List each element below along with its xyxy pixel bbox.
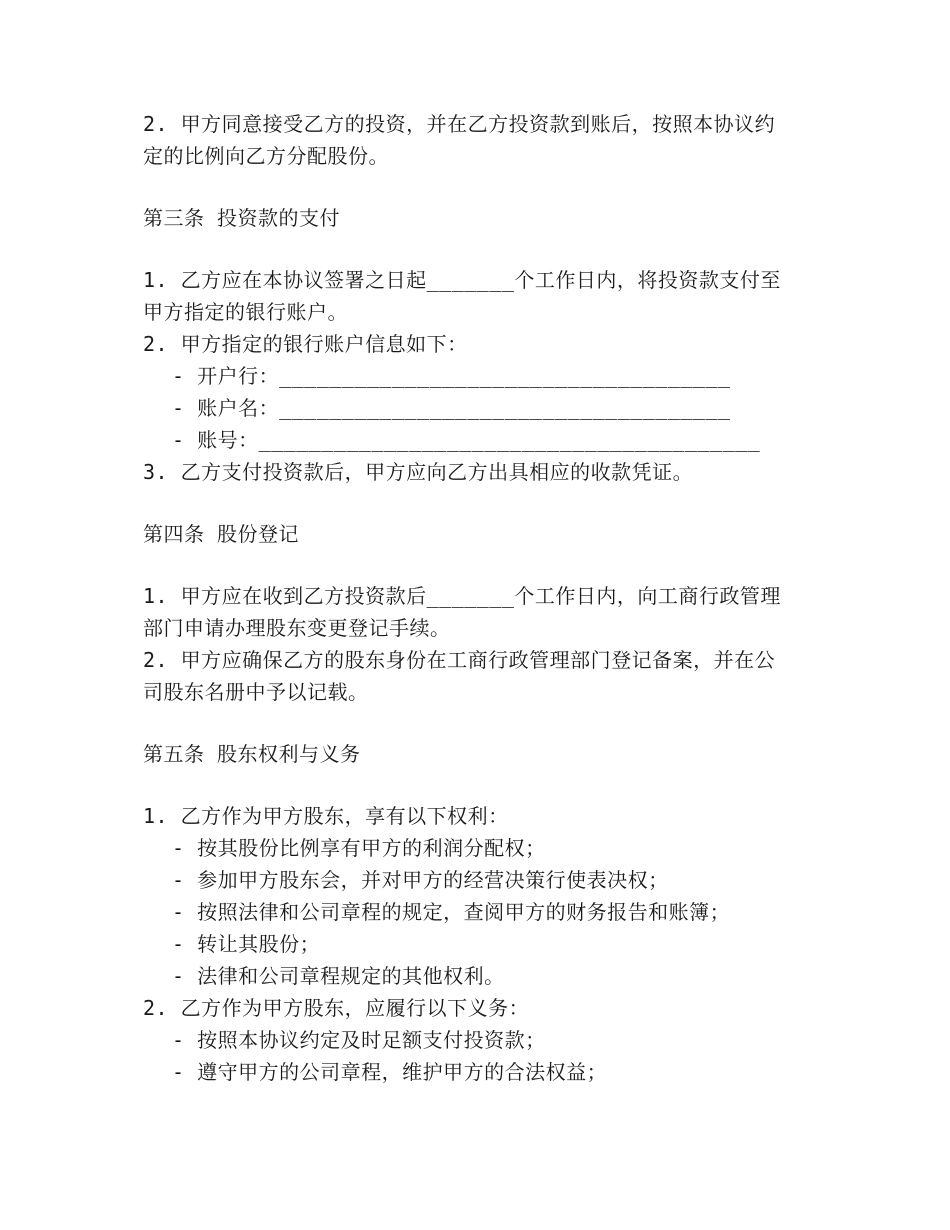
paragraph-line: 2. 甲方指定的银行账户信息如下： bbox=[143, 332, 468, 356]
paragraph-line: 司股东名册中予以记载。 bbox=[143, 680, 369, 704]
list-item-right: - 转让其股份； bbox=[172, 932, 321, 956]
list-item-right: - 按其股份比例享有甲方的利润分配权； bbox=[172, 836, 546, 860]
article-3-title: 第三条 投资款的支付 bbox=[143, 206, 341, 230]
bank-field-account-number: - 账号：________________________________________ bbox=[172, 428, 761, 452]
paragraph-line: 甲方指定的银行账户。 bbox=[143, 300, 348, 324]
paragraph-line: 2. 甲方应确保乙方的股东身份在工商行政管理部门登记备案，并在公 bbox=[143, 648, 776, 672]
article-5-title: 第五条 股东权利与义务 bbox=[143, 742, 361, 766]
paragraph-line: 3. 乙方支付投资款后，甲方应向乙方出具相应的收款凭证。 bbox=[143, 460, 694, 484]
paragraph-line: 1. 乙方应在本协议签署之日起_______个工作日内，将投资款支付至 bbox=[143, 268, 781, 292]
paragraph-line: 1. 甲方应在收到乙方投资款后_______个工作日内，向工商行政管理 bbox=[143, 584, 781, 608]
paragraph-line: 定的比例向乙方分配股份。 bbox=[143, 144, 389, 168]
article-4-title: 第四条 股份登记 bbox=[143, 522, 300, 546]
bank-field-opening-bank: - 开户行：____________________________________ bbox=[172, 364, 731, 388]
paragraph-line: 部门申请办理股东变更登记手续。 bbox=[143, 616, 451, 640]
list-item-right: - 法律和公司章程规定的其他权利。 bbox=[172, 964, 505, 988]
paragraph-line: 2. 甲方同意接受乙方的投资，并在乙方投资款到账后，按照本协议约 bbox=[143, 112, 776, 136]
document-body bbox=[143, 108, 823, 1088]
paragraph-line: 2. 乙方作为甲方股东，应履行以下义务： bbox=[143, 996, 530, 1020]
bank-field-account-name: - 账户名：____________________________________ bbox=[172, 396, 731, 420]
list-item-right: - 参加甲方股东会，并对甲方的经营决策行使表决权； bbox=[172, 868, 669, 892]
list-item-duty: - 按照本协议约定及时足额支付投资款； bbox=[172, 1028, 546, 1052]
list-item-right: - 按照法律和公司章程的规定，查阅甲方的财务报告和账簿； bbox=[172, 900, 731, 924]
list-item-duty: - 遵守甲方的公司章程，维护甲方的合法权益； bbox=[172, 1060, 608, 1084]
paragraph-line: 1. 乙方作为甲方股东，享有以下权利： bbox=[143, 804, 509, 828]
